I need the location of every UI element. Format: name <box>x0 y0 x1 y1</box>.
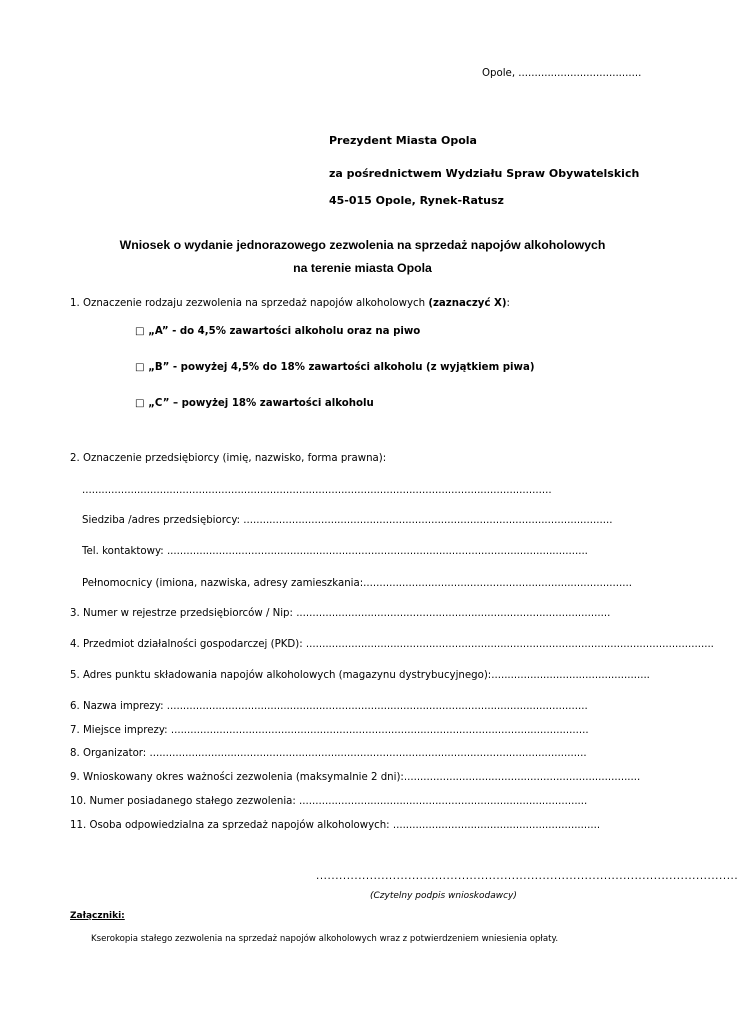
option-c[interactable] <box>135 398 374 409</box>
organizer-field[interactable]: 8. Organizator: ....................................................................................................................................... <box>70 748 587 759</box>
checkbox-icon[interactable]: □ <box>135 326 145 337</box>
page-subtitle: na terenie miasta Opola <box>293 261 432 275</box>
validity-period-field[interactable]: 9. Wnioskowany okres ważności zezwolenia (maksymalnie 2 dni):......................................................................... <box>70 772 641 783</box>
entrepreneur-name-field[interactable]: ................................................................................................................................................. <box>82 485 552 496</box>
permit-number-field[interactable]: 10. Numer posiadanego stałego zezwolenia: ......................................................................................... <box>70 796 588 807</box>
phone-field[interactable]: Tel. kontaktowy: .................................................................................................................................. <box>82 546 588 557</box>
signature-caption: (Czytelny podpis wnioskodawcy) <box>370 891 517 901</box>
pkd-field[interactable]: 4. Przedmiot działalności gospodarczej (PKD): .............................................................................................................................. <box>70 639 714 650</box>
attachment-item: Kserokopia stałego zezwolenia na sprzedaż napojów alkoholowych wraz z potwierdzeniem wniesienia opłaty. <box>91 934 559 944</box>
attachments-heading: Załączniki: <box>70 911 125 921</box>
place-date: Opole, ...................................... <box>482 68 642 79</box>
warehouse-address-field[interactable]: 5. Adres punktu składowania napojów alkoholowych (magazynu dystrybucyjnego):................................................. <box>70 670 650 681</box>
checkbox-icon[interactable]: □ <box>135 362 145 373</box>
register-number-field[interactable]: 3. Numer w rejestrze przedsiębiorców / Nip: ................................................................................................. <box>70 608 611 619</box>
responsible-person-field[interactable]: 11. Osoba odpowiedzialna za sprzedaż napojów alkoholowych: ................................................................ <box>70 820 601 831</box>
option-c-label: „C” – powyżej 18% zawartości alkoholu <box>148 398 374 409</box>
page-title: Wniosek o wydanie jednorazowego zezwolenia na sprzedaż napojów alkoholowych <box>119 238 606 252</box>
addressee-line1: Prezydent Miasta Opola <box>329 134 477 147</box>
option-a[interactable] <box>135 326 420 337</box>
option-b[interactable] <box>135 362 534 373</box>
event-name-field[interactable]: 6. Nazwa imprezy: .................................................................................................................................. <box>70 701 588 712</box>
option-a-label: „A” - do 4,5% zawartości alkoholu oraz na piwo <box>148 326 421 337</box>
checkbox-icon[interactable]: □ <box>135 398 145 409</box>
proxy-field[interactable]: Pełnomocnicy (imiona, nazwiska, adresy zamieszkania:................................................................................... <box>82 578 632 589</box>
addressee-line2: za pośrednictwem Wydziału Spraw Obywatelskich <box>329 167 640 180</box>
entrepreneur-seat-field[interactable]: Siedziba /adres przedsiębiorcy: .................................................................................................................. <box>82 515 613 526</box>
section2-label: 2. Oznaczenie przedsiębiorcy (imię, nazwisko, forma prawna): <box>70 453 387 464</box>
addressee-line3: 45-015 Opole, Rynek-Ratusz <box>329 194 504 207</box>
event-place-field[interactable]: 7. Miejsce imprezy: ................................................................................................................................. <box>70 725 589 736</box>
section1-label: 1. Oznaczenie rodzaju zezwolenia na sprzedaż napojów alkoholowych (zaznaczyć X): <box>70 298 510 309</box>
signature-field[interactable]: .............................................................................................................. <box>316 871 738 882</box>
option-b-label: „B” - powyżej 4,5% do 18% zawartości alkoholu (z wyjątkiem piwa) <box>148 362 535 373</box>
